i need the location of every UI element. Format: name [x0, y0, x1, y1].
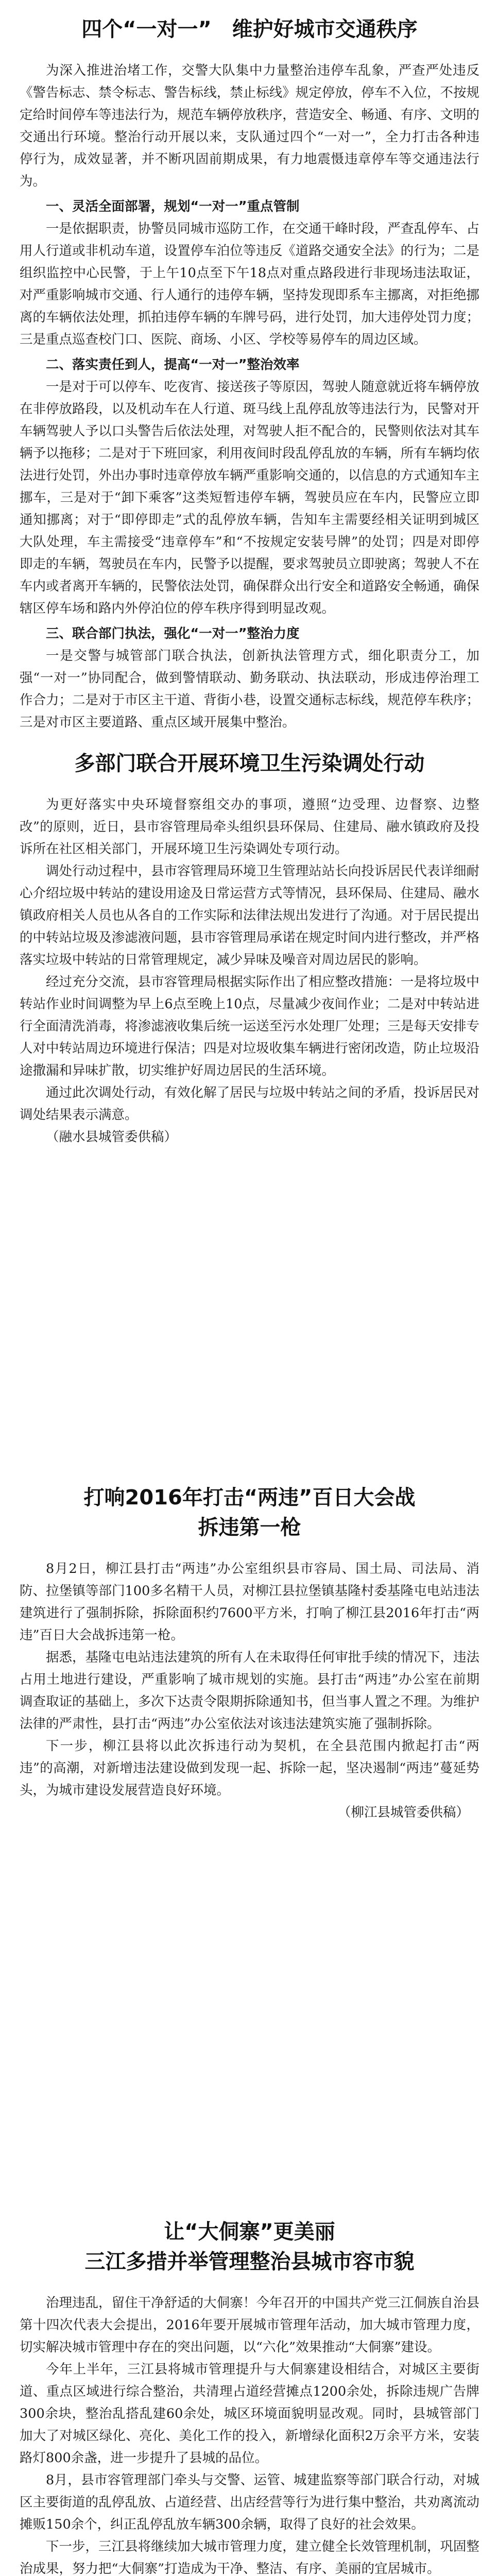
- paragraph: 一是交警与城管部门联合执法，创新执法管理方式，细化职责分工，加强“一对一”协同配合，做到警情联动、勤务联动、执法联动，形成违停治理工作合力；二是对于市区主干道、背街小巷，设置交通标志标线，规范停车秩序；三是对市区主要道路、重点区域开展集中整治。: [20, 648, 479, 730]
- paragraph: 据悉，基隆屯电站违法建筑的所有人在未取得任何审批手续的情况下，违法占用土地进行建设，严重影响了城市规划的实施。县打击“两违”办公室在前期调查取证的基础上，多次下达责令限期拆除通知书，但当事人置之不理。为维护法律的严肃性，县打击“两违”办公室依法对该违法建筑实施了强制拆除。: [20, 1650, 479, 1732]
- article-traffic-order: [20, 5, 479, 739]
- article-title: [20, 2217, 479, 2277]
- article-title-line: 让“大侗寨”更美丽: [164, 2220, 335, 2244]
- article-title-line: 打响2016年打击“两违”百日大会战: [83, 1486, 416, 1510]
- article-title-line: 多部门联合开展环境卫生污染调处行动: [74, 752, 425, 775]
- article-title-line: 拆违第一枪: [198, 1516, 301, 1539]
- paragraph: 为更好落实中央环境督察组交办的事项，遵照“边受理、边督察、边整改”的原则，近日，县市容管理局牵头组织县环保局、住建局、融水镇政府及投诉所在社区相关部门，开展环境卫生污染调处专项行动。: [20, 797, 479, 857]
- paragraph: 一是对于可以停车、吃夜宵、接送孩子等原因，驾驶人随意就近将车辆停放在非停放路段，以及机动车在人行道、斑马线上乱停乱放等违法行为，民警对开车辆驾驶人予以口头警告后依法处理，对驾驶人拒不配合的，民警则依法对其车辆予以拖移；二是对于下班回家，利用夜间时段乱停乱放的车辆，所有车辆均依法进行处罚，外出办事时违章停放车辆严重影响交通的，以信息的方式通知车主挪车，三是对于“卸下乘客”这类短暂违停车辆，驾驶员应在车内，民警应立即通知挪离；对于“即停即走”式的乱停放车辆，告知车主需要经相关证明到城区大队处理，车主需接受“违章停车”和“不按规定安装号牌”的处罚；四是对即停即走的车辆，驾驶员在车内，民警予以提醒，要求驾驶员立即驶离；驾驶人不在车内或者离开车辆的，民警依法处罚，确保群众出行安全和道路安全畅通，确保辖区停车场和路内外停泊位的停车秩序得到明显改观。: [20, 379, 479, 616]
- article-sanjiang: [20, 2208, 479, 2576]
- paragraph: 下一步，柳江县将以此次拆违行动为契机，在全县范围内掀起打击“两违”的高潮，对新增违法建设做到发现一起、拆除一起，坚决遏制“两违”蔓延势头，为城市建设发展营造良好环境。: [20, 1738, 479, 1798]
- article-source: （融水县城管委供稿）: [46, 1129, 178, 1145]
- paragraph: 治理违乱，留住干净舒适的大侗寨！今年召开的中国共产党三江侗族自治县第十四次代表大会提出，2016年要开展城市管理年活动，加大城市管理力度，切实解决城市管理中存在的突出问题，以“六化”效果推动“大侗寨”建设。: [20, 2295, 479, 2355]
- article-source: （柳江县城管委供稿）: [337, 1805, 469, 1820]
- article-title: [20, 14, 479, 44]
- paragraph: 通过此次调处行动，有效化解了居民与垃圾中转站之间的矛盾，投诉居民对调处结果表示满意。: [20, 1085, 479, 1123]
- article-title-line: 四个“一对一” 维护好城市交通秩序: [81, 18, 418, 41]
- paragraph: 一是依据职责，协警员同城市巡防工作，在交通干峰时段，严查乱停车、占用人行道或非机动车道，设置停车泊位等违反《道路交通安全法》的行为；二是组织监控中心民警，于上午10点至下午18点对重点路段进行非现场违法取证，对严重影响城市交通、行人通行的违停车辆，坚持发现即系车主挪离，对拒绝挪离的车辆依法处理，抓拍违停车辆的车牌号码，进行处罚，加大违停处罚力度；三是重点巡查校门口、医院、商场、小区、学校等易停车的周边区域。: [20, 221, 479, 347]
- paragraph: 8月2日，柳江县打击“两违”办公室组织县市容局、国土局、司法局、消防、拉堡镇等部门100多名精干人员，对柳江县拉堡镇基隆村委基隆屯电站违法建筑进行了强制拆除，拆除面积约7600平方米，打响了柳江县2016年打击“两违”百日大会战拆违第一枪。: [20, 1561, 479, 1643]
- paragraph: 为深入推进治堵工作，交警大队集中力量整治违停车乱象，严查严处违反《警告标志、禁令标志、警告标线，禁止标线》规定停放，停车不入位，不按规定给时间停车等违法行为，规范车辆停放秩序，营造安全、畅通、有序、文明的交通出行环境。整治行动开展以来，支队通过四个“一对一”，全力打击各种违停行为，成效显著，并不断巩固前期成果，有力地震慑违章停车等交通违法行为。: [20, 63, 479, 189]
- article-demolition: [20, 1473, 479, 2208]
- article-title: [20, 1483, 479, 1543]
- section-heading: 一、灵活全面部署，规划“一对一”重点管制: [46, 199, 300, 214]
- paragraph: 调处行动过程中，县市容管理局环境卫生管理站站长向投诉居民代表详细耐心介绍垃圾中转站的建设用途及日常运营方式等情况，县环保局、住建局、融水镇政府相关人员也从各自的工作实际和法律法规出发进行了沟通。对于居民提出的中转站垃圾及渗滤液问题，县市容管理局承诺在规定时间内进行整改，并严格落实垃圾中转站的日常管理规定，减少异味及噪音对周边居民的影响。: [20, 863, 479, 968]
- paragraph: 经过充分交流，县市容管理局根据实际作出了相应整改措施：一是将垃圾中转站作业时间调整为早上6点至晚上10点，尽量减少夜间作业；二是对中转站进行全面清洗消毒，将渗滤液收集后统一运送至污水处理厂处理；三是每天安排专人对中转站周边环境进行保洁；四是对垃圾收集车辆进行密闭改造，防止垃圾沿途撒漏和异味扩散，切实维护好周边居民的生活环境。: [20, 974, 479, 1078]
- paragraph: 今年上半年，三江县将城市管理提升与大侗寨建设相结合，对城区主要街道、重点区域进行综合整治，共清理占道经营摊点1200余处，拆除违规广告牌300余块，整治乱搭乱建60余处，城区环境面貌明显改观。同时，县城管部门加大了对城区绿化、亮化、美化工作的投入，新增绿化面积2万余平方米，安装路灯800余盏，进一步提升了县城的品位。: [20, 2362, 479, 2466]
- article-sanitation: [20, 739, 479, 1473]
- section-heading: 三、联合部门执法，强化“一对一”整治力度: [46, 626, 300, 641]
- paragraph: 下一步，三江县将继续加大城市管理力度，建立健全长效管理机制，巩固整治成果，努力把“大侗寨”打造成为干净、整洁、有序、美丽的宜居城市。: [20, 2539, 479, 2576]
- paragraph: 8月，县市容管理部门牵头与交警、运管、城建监察等部门联合行动，对城区主要街道的乱停乱放、占道经营、出店经营等行为进行集中整治，共劝离流动摊贩150余个，纠正乱停乱放车辆300余辆，取得了良好的社会效果。: [20, 2472, 479, 2532]
- article-title-line: 三江多措并举管理整治县城市容市貌: [84, 2250, 415, 2274]
- article-title: [20, 749, 479, 778]
- section-heading: 二、落实责任到人，提高“一对一”整治效率: [46, 357, 300, 372]
